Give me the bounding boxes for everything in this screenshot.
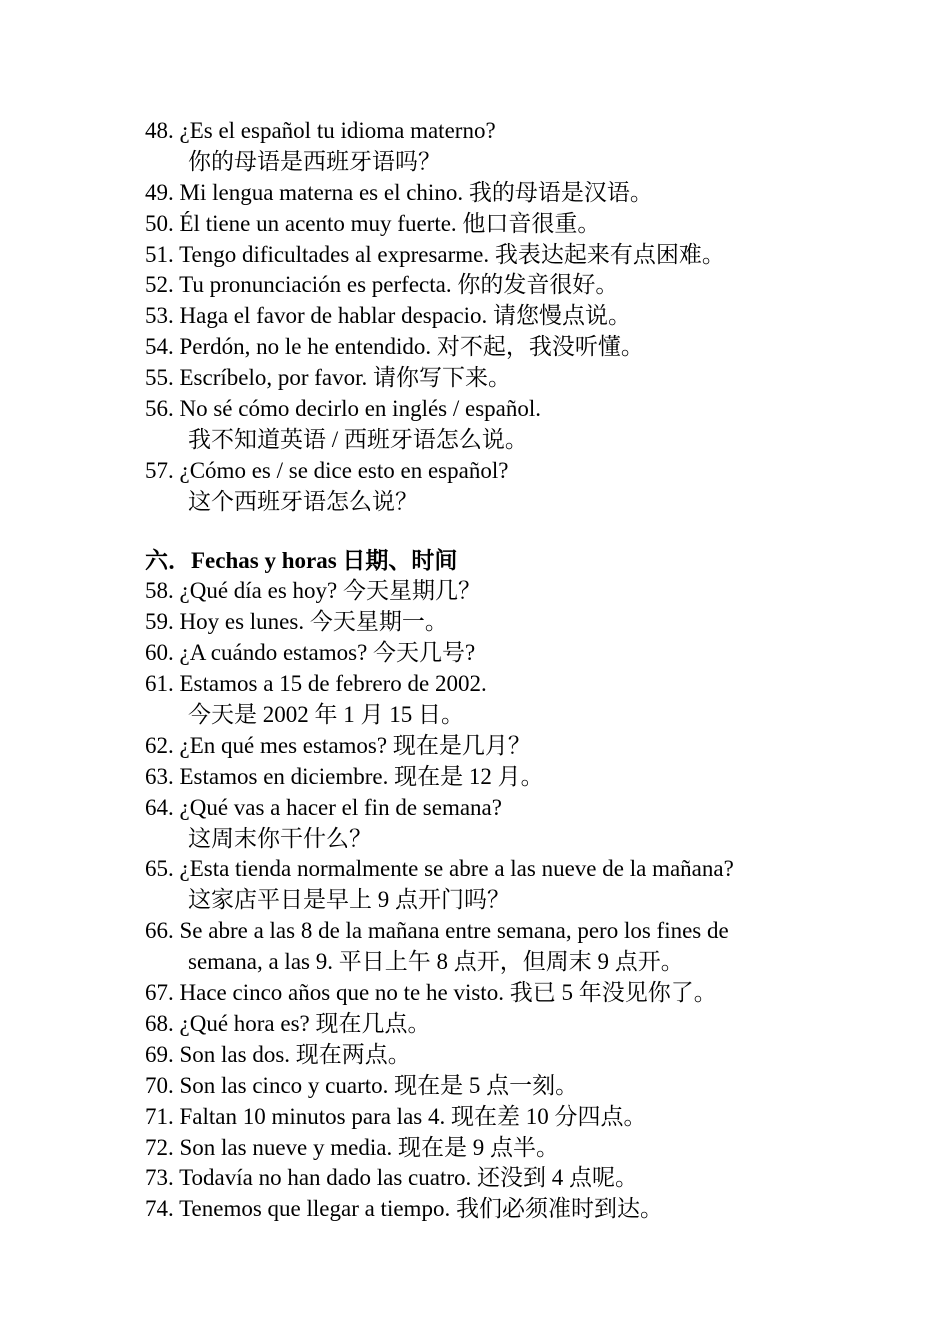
phrase-translation-line: 这个西班牙语怎么说？	[188, 488, 418, 514]
phrase-line: 52. Tu pronunciación es perfecta. 你的发音很好。	[145, 272, 619, 298]
phrase-line: 63. Estamos en diciembre. 现在是 12 月。	[145, 763, 544, 789]
phrase-list-language	[145, 116, 845, 518]
phrase-list-dates-times	[145, 576, 845, 1225]
phrase-line: 49. Mi lengua materna es el chino. 我的母语是汉语。	[145, 179, 653, 205]
phrase-line: 64. ¿Qué vas a hacer el fin de semana?	[145, 794, 502, 820]
phrase-translation-line: 今天是 2002 年 1 月 15 日。	[188, 702, 464, 728]
phrase-line: 48. ¿Es el español tu idioma materno?	[145, 118, 496, 143]
phrase-line: 59. Hoy es lunes. 今天星期一。	[145, 609, 448, 635]
phrase-translation-line: 你的母语是西班牙语吗？	[188, 148, 441, 174]
phrase-line: 53. Haga el favor de hablar despacio. 请您慢点说。	[145, 303, 632, 329]
phrase-line: 65. ¿Esta tienda normalmente se abre a las nueve de la mañana?	[145, 856, 734, 882]
phrase-translation-line: 这周末你干什么？	[188, 825, 372, 851]
phrase-translation-line: 这家店平日是早上 9 点开门吗？	[188, 887, 510, 913]
phrase-line: 67. Hace cinco años que no te he visto. 我已 5 年没见你了。	[145, 980, 717, 1006]
phrase-line: 60. ¿A cuándo estamos? 今天几号?	[145, 640, 476, 666]
phrase-line: 50. Él tiene un acento muy fuerte. 他口音很重。	[145, 210, 601, 236]
phrase-line: 62. ¿En qué mes estamos? 现在是几月？	[145, 732, 531, 758]
phrase-line: 56. No sé cómo decirlo en inglés / español.	[145, 396, 542, 422]
phrase-translation-line: 我不知道英语 / 西班牙语怎么说。	[188, 426, 528, 452]
phrase-line: 69. Son las dos. 现在两点。	[145, 1041, 411, 1067]
phrase-line: 66. Se abre a las 8 de la mañana entre semana, pero los fines de	[145, 918, 729, 944]
section-heading: 六．Fechas y horas 日期、时间	[145, 547, 458, 573]
phrase-line: 72. Son las nueve y media. 现在是 9 点半。	[145, 1134, 559, 1160]
phrase-line: 70. Son las cinco y cuarto. 现在是 5 点一刻。	[145, 1072, 579, 1098]
section-spacer	[145, 518, 845, 546]
phrase-line: 71. Faltan 10 minutos para las 4. 现在差 10 分四点。	[145, 1103, 647, 1129]
phrase-line: 61. Estamos a 15 de febrero de 2002.	[145, 671, 487, 697]
phrase-line: 57. ¿Cómo es / se dice esto en español?	[145, 457, 509, 483]
phrase-line: 54. Perdón, no le he entendido. 对不起，我没听懂。	[145, 334, 644, 360]
document-body	[145, 116, 845, 1225]
phrase-line: 68. ¿Qué hora es? 现在几点。	[145, 1010, 431, 1036]
phrase-line: 51. Tengo dificultades al expresarme. 我表达起来有点困难。	[145, 241, 725, 267]
phrase-translation-line: semana, a las 9. 平日上午 8 点开，但周末 9 点开。	[188, 949, 684, 975]
phrase-line: 74. Tenemos que llegar a tiempo. 我们必须准时到达。	[145, 1196, 663, 1222]
phrase-line: 73. Todavía no han dado las cuatro. 还没到 4 点呢。	[145, 1165, 639, 1191]
phrase-line: 58. ¿Qué día es hoy? 今天星期几？	[145, 578, 481, 604]
phrase-line: 55. Escríbelo, por favor. 请你写下来。	[145, 365, 512, 391]
